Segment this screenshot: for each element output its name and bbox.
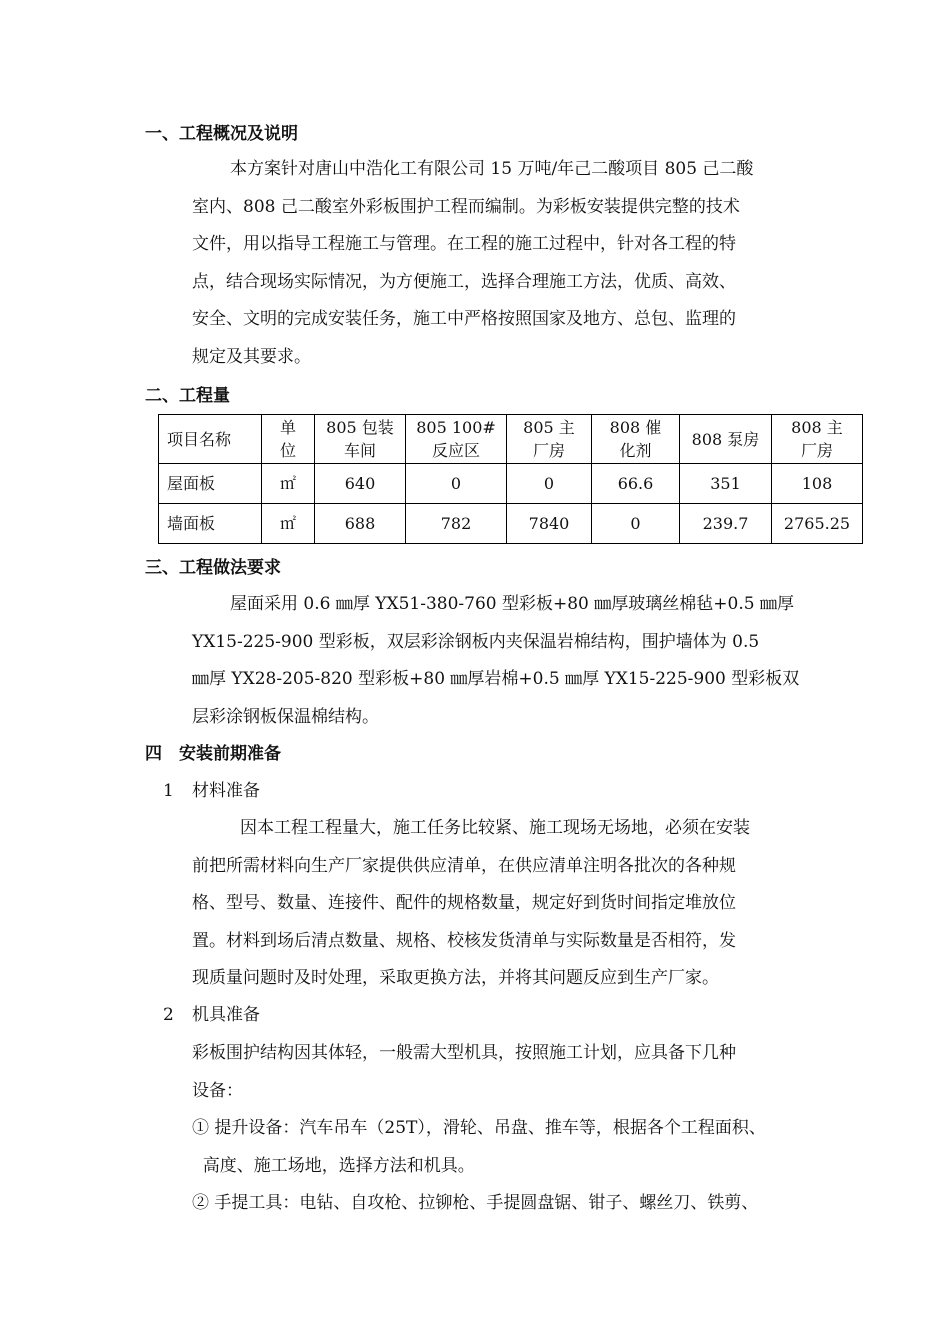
table-cell: 688 xyxy=(315,504,406,544)
table-cell: ㎡ xyxy=(262,504,315,544)
paragraph-line: 屋面采用 0.6 ㎜厚 YX51-380-760 型彩板+80 ㎜厚玻璃丝棉毡+0.5 ㎜厚 xyxy=(230,594,794,614)
paragraph-line: 安全、文明的完成安装任务，施工中严格按照国家及地方、总包、监理的 xyxy=(192,309,736,329)
table-row xyxy=(159,464,863,504)
section-2-title: 二、工程量 xyxy=(145,386,230,406)
subsection-title: 材料准备 xyxy=(192,781,260,801)
subsection-2-heading xyxy=(163,1003,260,1027)
table-cell: 239.7 xyxy=(680,504,772,544)
subsection-number: 1 xyxy=(163,781,174,801)
subsection-1-heading xyxy=(163,779,260,803)
header-cell: 项目名称 xyxy=(159,415,262,464)
table-cell: 351 xyxy=(680,464,772,504)
paragraph-line: 层彩涂钢板保温棉结构。 xyxy=(192,706,379,727)
paragraph-line: 设备： xyxy=(192,1080,243,1101)
table-row xyxy=(159,504,863,544)
header-cell: 808 泵房 xyxy=(680,415,772,464)
paragraph-line: 室内、808 己二酸室外彩板围护工程而编制。为彩板安装提供完整的技术 xyxy=(192,196,740,217)
paragraph-line: 前把所需材料向生产厂家提供供应清单，在供应清单注明各批次的各种规 xyxy=(192,855,736,876)
header-cell: 805 100# 反应区 xyxy=(406,415,507,464)
table-cell: 782 xyxy=(406,504,507,544)
section-4-title: 四 安装前期准备 xyxy=(145,744,281,764)
list-item-continuation: 高度、施工场地，选择方法和机具。 xyxy=(192,1155,475,1176)
table-cell: 0 xyxy=(507,464,592,504)
list-item: ① 提升设备：汽车吊车（25T），滑轮、吊盘、推车等，根据各个工程面积、 xyxy=(192,1118,766,1138)
paragraph-line: 因本工程工程量大，施工任务比较紧、施工现场无场地，必须在安装 xyxy=(240,818,750,838)
table-cell: 0 xyxy=(406,464,507,504)
subsection-title: 机具准备 xyxy=(192,1005,260,1025)
header-cell: 805 主 厂房 xyxy=(507,415,592,464)
header-cell: 808 主 厂房 xyxy=(772,415,863,464)
section-1-title: 一、工程概况及说明 xyxy=(145,124,298,144)
paragraph-line: 置。材料到场后清点数量、规格、校核发货清单与实际数量是否相符，发 xyxy=(192,930,736,951)
quantity-table xyxy=(158,414,863,544)
subsection-number: 2 xyxy=(163,1005,174,1025)
table-cell: 0 xyxy=(592,504,680,544)
subsection-2-body xyxy=(192,1035,812,1223)
header-cell: 单 位 xyxy=(262,415,315,464)
header-cell: 805 包装 车间 xyxy=(315,415,406,464)
paragraph-line: YX15-225-900 型彩板，双层彩涂钢板内夹保温岩棉结构，围护墙体为 0.5 xyxy=(192,631,760,652)
paragraph-line: ㎜厚 YX28-205-820 型彩板+80 ㎜厚岩棉+0.5 ㎜厚 YX15-225-900 型彩板双 xyxy=(192,669,800,689)
paragraph-line: 文件，用以指导工程施工与管理。在工程的施工过程中，针对各工程的特 xyxy=(192,234,736,254)
table-cell: 2765.25 xyxy=(772,504,863,544)
paragraph-line: 彩板围护结构因其体轻，一般需大型机具，按照施工计划，应具备下几种 xyxy=(192,1043,736,1063)
section-3-body xyxy=(192,586,812,736)
table-header-row xyxy=(159,415,863,464)
table-cell: 66.6 xyxy=(592,464,680,504)
section-1-body xyxy=(192,151,812,376)
table-cell: 屋面板 xyxy=(159,464,262,504)
list-item: ② 手提工具：电钻、自攻枪、拉铆枪、手提圆盘锯、钳子、螺丝刀、铁剪、 xyxy=(192,1193,759,1213)
table-cell: 640 xyxy=(315,464,406,504)
section-3-title: 三、工程做法要求 xyxy=(145,558,281,578)
table-cell: ㎡ xyxy=(262,464,315,504)
paragraph-line: 规定及其要求。 xyxy=(192,346,311,367)
header-cell: 808 催 化剂 xyxy=(592,415,680,464)
paragraph-line: 现质量问题时及时处理，采取更换方法，并将其问题反应到生产厂家。 xyxy=(192,968,719,988)
table-cell: 墙面板 xyxy=(159,504,262,544)
table-cell: 108 xyxy=(772,464,863,504)
paragraph-line: 本方案针对唐山中浩化工有限公司 15 万吨/年己二酸项目 805 己二酸 xyxy=(230,159,754,179)
paragraph-line: 点，结合现场实际情况，为方便施工，选择合理施工方法，优质、高效、 xyxy=(192,271,736,292)
paragraph-line: 格、型号、数量、连接件、配件的规格数量，规定好到货时间指定堆放位 xyxy=(192,893,736,913)
table-cell: 7840 xyxy=(507,504,592,544)
subsection-1-body xyxy=(192,810,812,998)
